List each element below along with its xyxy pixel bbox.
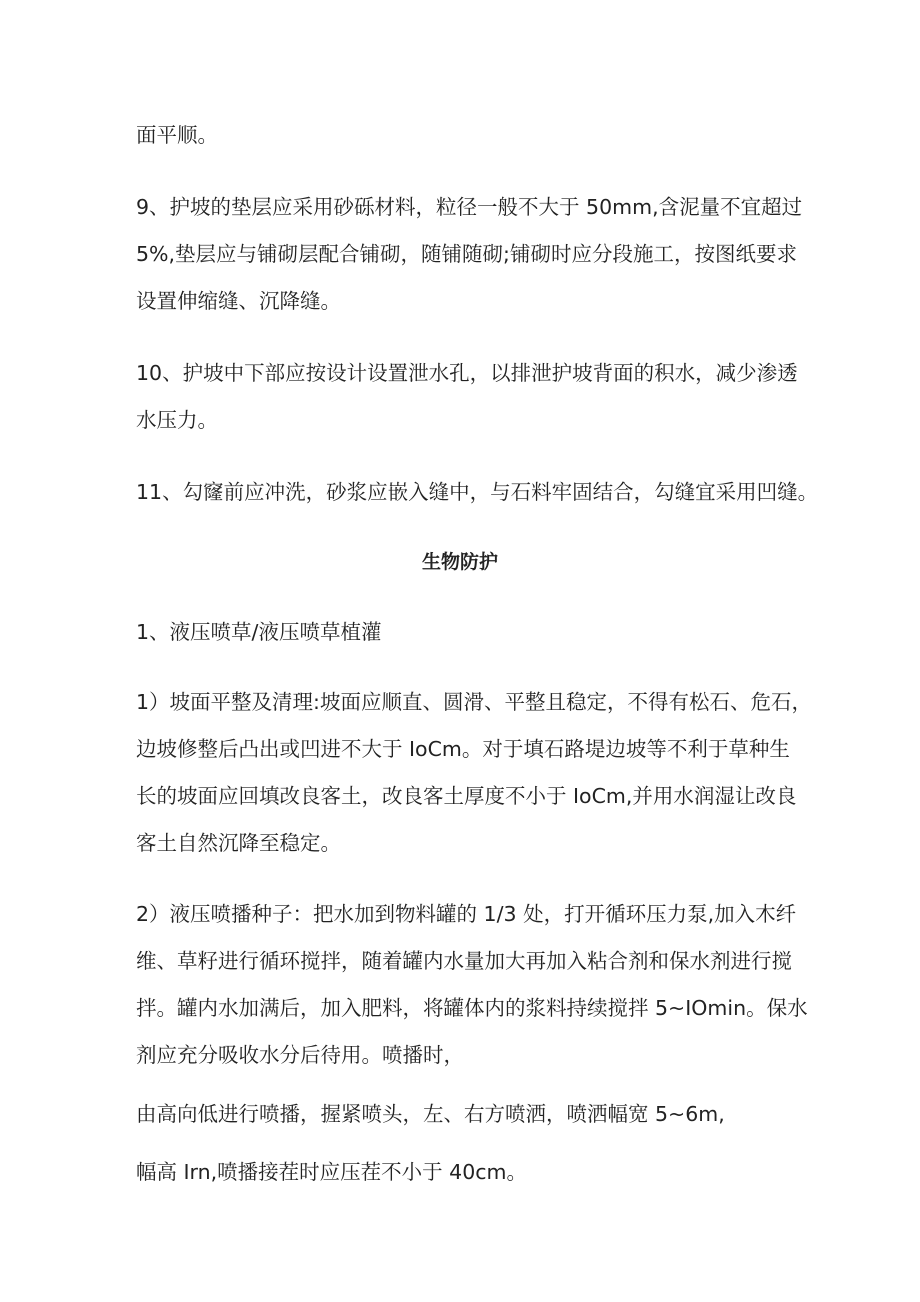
- step-1-line-2: 边坡修整后凸出或凹进不大于 IoCm。对于填石路堤边坡等不利于草种生: [136, 737, 790, 761]
- item-9-line-1: 9、护坡的垫层应采用砂砾材料，粒径一般不大于 50mm,含泥量不宜超过: [136, 195, 803, 219]
- paragraph-line: 面平顺。: [136, 123, 218, 147]
- step-2-line-3: 拌。罐内水加满后，加入肥料，将罐体内的浆料持续搅拌 5~IOmin。保水: [136, 996, 808, 1020]
- item-11-line-1: 11、勾窿前应冲洗，砂浆应嵌入缝中，与石料牢固结合，勾缝宜采用凹缝。: [136, 480, 819, 504]
- section-heading: 生物防护: [421, 551, 498, 573]
- item-10-line-2: 水压力。: [136, 408, 218, 432]
- step-2-line-1: 2）液压喷播种子：把水加到物料罐的 1/3 处，打开循环压力泵,加入木纤: [136, 902, 797, 926]
- subsection-title: 1、液压喷草/液压喷草植灌: [136, 620, 382, 644]
- step-1-line-3: 长的坡面应回填改良客土，改良客土厚度不小于 IoCm,并用水润湿让改良: [136, 784, 797, 808]
- item-10-line-1: 10、护坡中下部应按设计设置泄水孔，以排泄护坡背面的积水，减少渗透: [136, 361, 798, 385]
- step-2-line-2: 维、草籽进行循环搅拌，随着罐内水量加大再加入粘合剂和保水剂进行搅: [136, 949, 792, 973]
- step-1-line-4: 客土自然沉降至稳定。: [136, 831, 341, 855]
- step-1-line-1: 1）坡面平整及清理:坡面应顺直、圆滑、平整且稳定，不得有松石、危石，: [136, 690, 812, 714]
- item-9-line-2: 5%,垫层应与铺砌层配合铺砌，随铺随砌;铺砌时应分段施工，按图纸要求: [136, 242, 797, 266]
- item-9-line-3: 设置伸缩缝、沉降缝。: [136, 289, 341, 313]
- step-2-line-4: 剂应充分吸收水分后待用。喷播时，: [136, 1043, 464, 1067]
- step-2-continuation-1: 由高向低进行喷播，握紧喷头，左、右方喷洒，喷洒幅宽 5~6m,: [136, 1102, 725, 1126]
- step-2-continuation-2: 幅高 Irn,喷播接茬时应压茬不小于 40cm。: [136, 1160, 527, 1184]
